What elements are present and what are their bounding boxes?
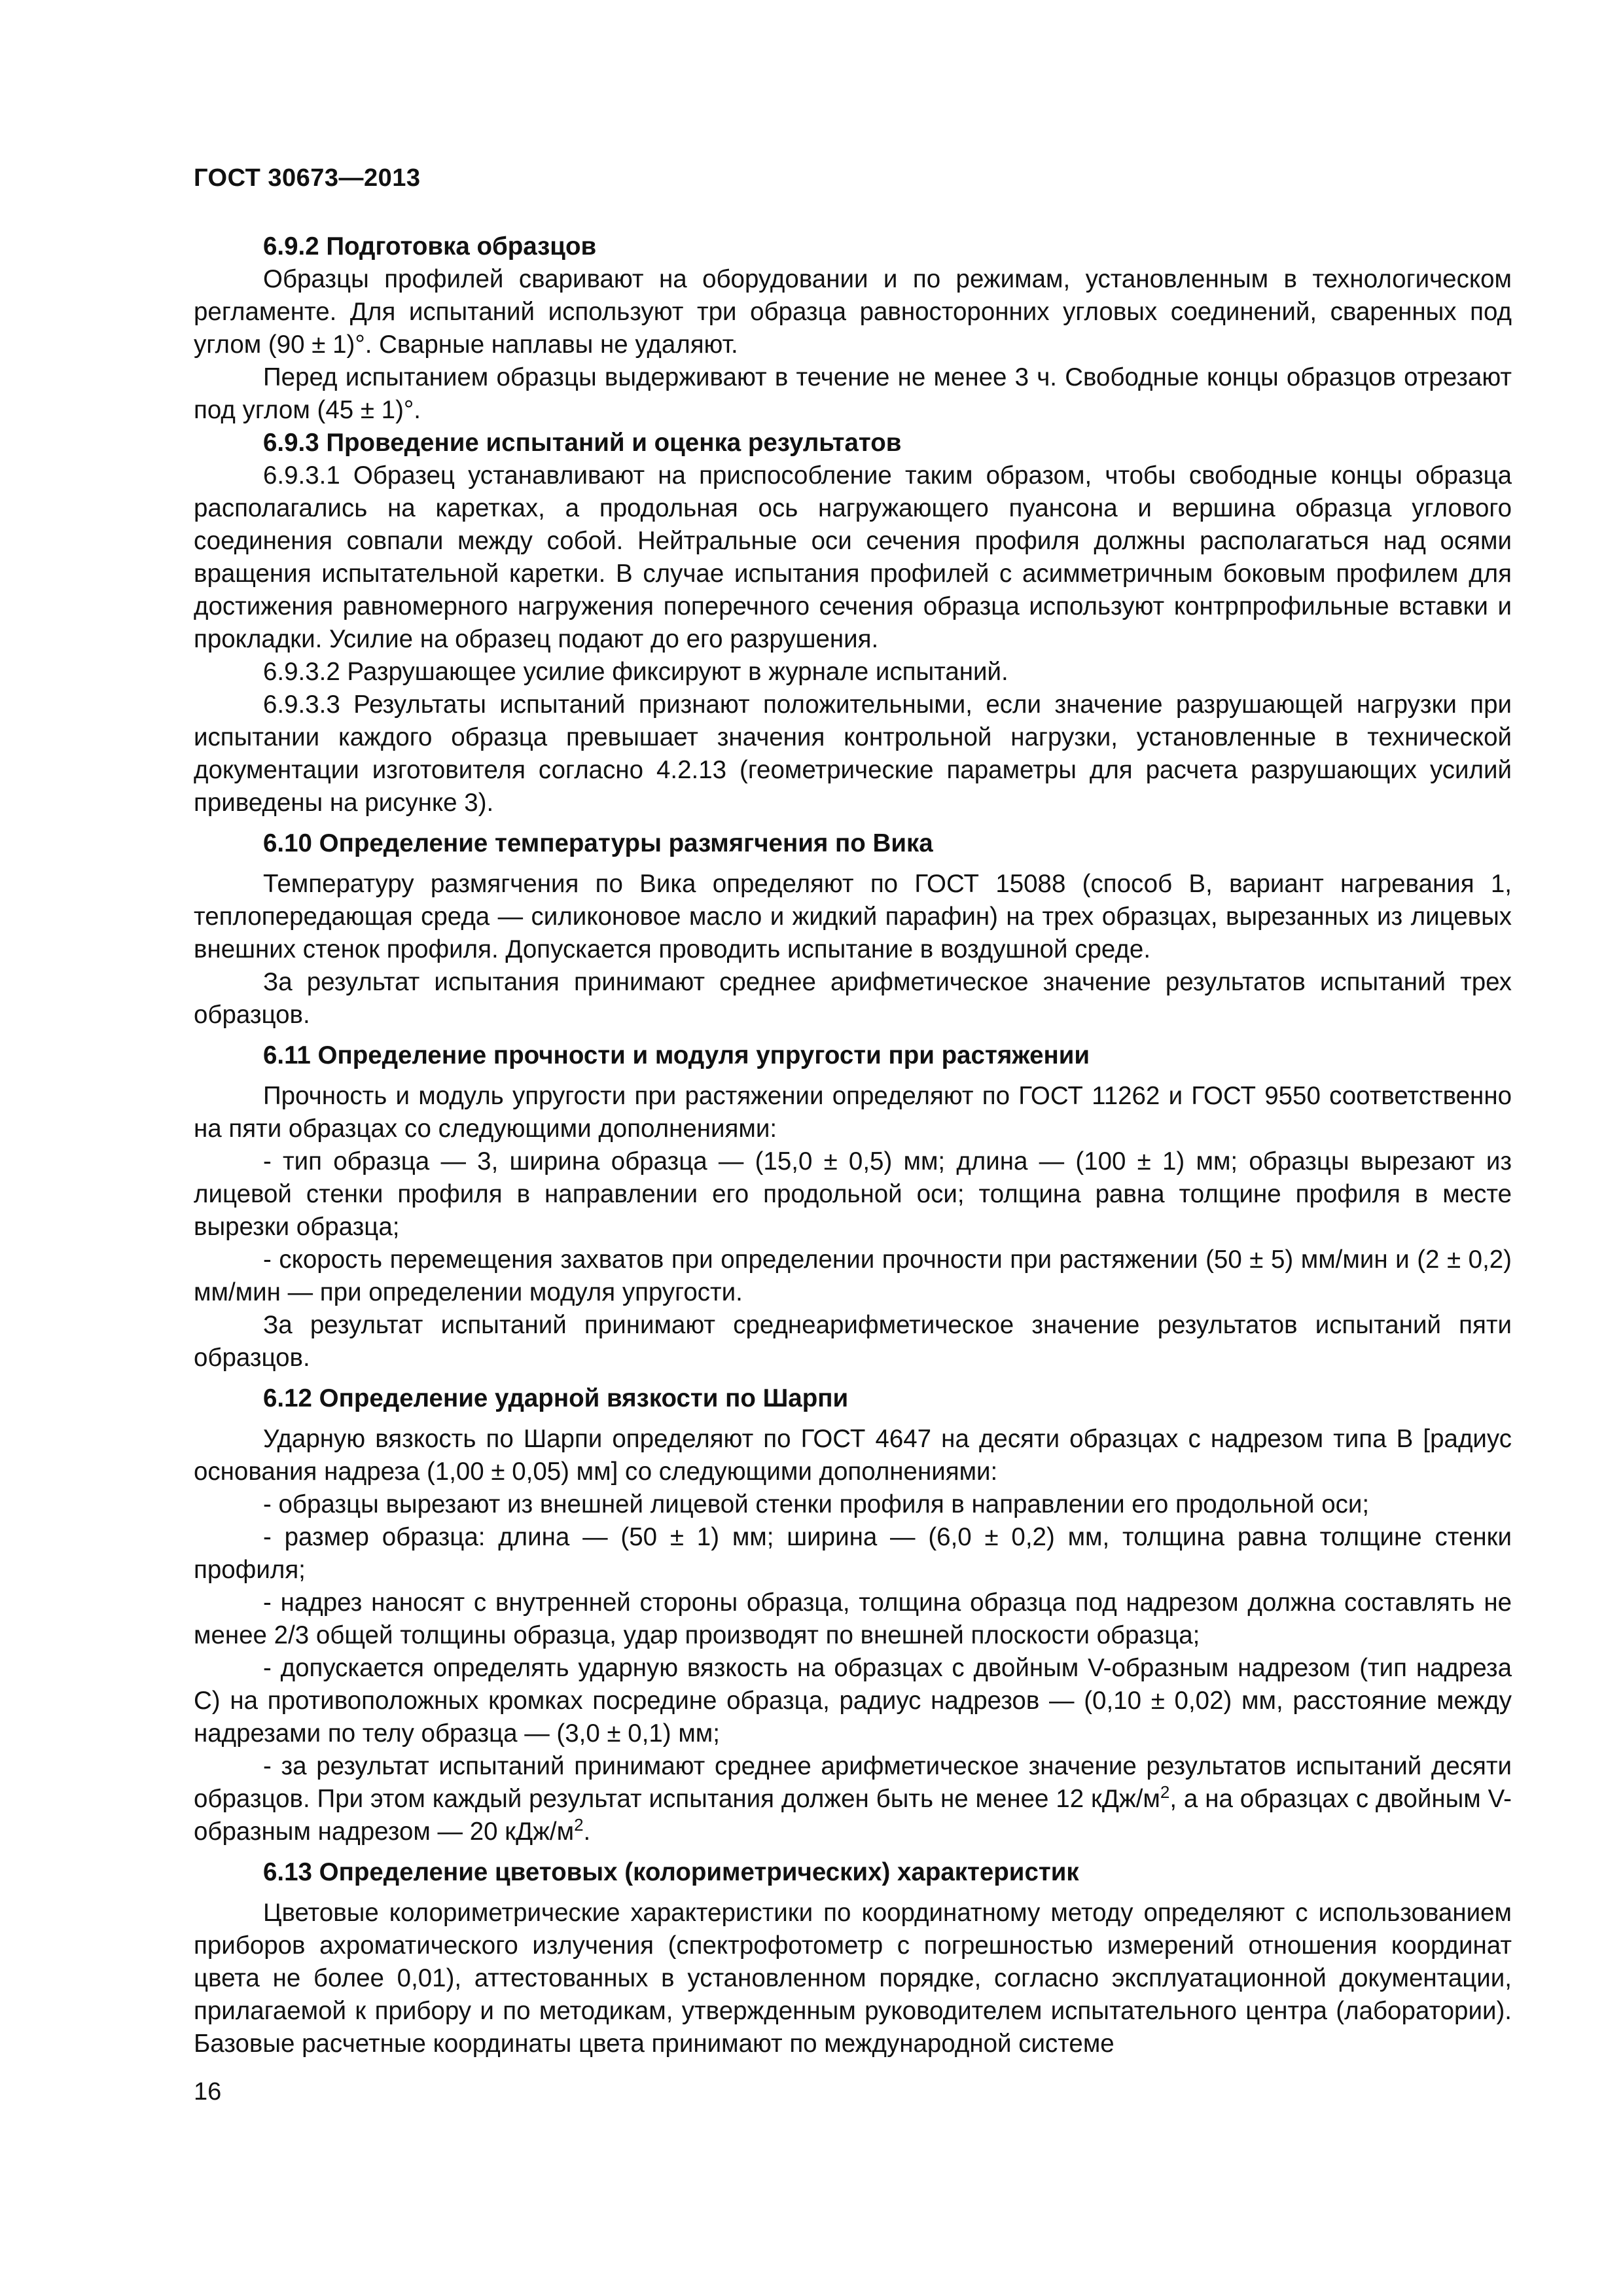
superscript: 2 — [1160, 1782, 1170, 1803]
paragraph: За результат испытаний принимают среднеарифметическое значение результатов испытаний пяти образцов. — [194, 1311, 1512, 1372]
section-heading-6-9-3: 6.9.3 Проведение испытаний и оценка результатов — [263, 429, 902, 457]
list-item: - размер образца: длина — (50 ± 1) мм; ширина — (6,0 ± 0,2) мм, толщина равна толщине стенки профиля; — [194, 1523, 1512, 1584]
section-heading-6-13: 6.13 Определение цветовых (колориметрических) характеристик — [263, 1858, 1079, 1886]
section-heading-6-10: 6.10 Определение температуры размягчения по Вика — [263, 829, 933, 857]
text-fragment: - за результат испытаний принимают среднее арифметическое значение результатов испытаний десяти образцов. При этом каждый результат испытания должен быть не менее 12 кДж/м — [194, 1752, 1512, 1813]
list-item — [194, 1750, 1512, 1848]
paragraph: Ударную вязкость по Шарпи определяют по ГОСТ 4647 на десяти образцах с надрезом типа В [радиус основания надреза (1,00 ± 0,05) мм] со следующими дополнениями: — [194, 1425, 1512, 1486]
list-item: - скорость перемещения захватов при определении прочности при растяжении (50 ± 5) мм/мин и (2 ± 0,2) мм/мин — при определении модуля упругости. — [194, 1246, 1512, 1306]
paragraph: Прочность и модуль упругости при растяжении определяют по ГОСТ 11262 и ГОСТ 9550 соответственно на пяти образцах со следующими дополнениями: — [194, 1082, 1512, 1143]
section-heading-6-12: 6.12 Определение ударной вязкости по Шарпи — [263, 1384, 849, 1412]
paragraph: Перед испытанием образцы выдерживают в течение не менее 3 ч. Свободные концы образцов отрезают под углом (45 ± 1)°. — [194, 363, 1512, 424]
paragraph: Температуру размягчения по Вика определяют по ГОСТ 15088 (способ В, вариант нагревания 1, теплопередающая среда — силиконовое масло и жидкий парафин) на трех образцах, вырезанных из лицевых внешних стенок профиля. Допускается проводить испытание в воздушной среде. — [194, 870, 1512, 963]
paragraph: 6.9.3.1 Образец устанавливают на приспособление таким образом, чтобы свободные концы образца располагались на каретках, а продольная ось нагружающего пуансона и вершина образца углового соединения совпали между собой. Нейтральные оси сечения профиля должны располагаться над осями вращения испытательной каретки. В случае испытания профилей с асимметричным боковым профилем для достижения равномерного нагружения поперечного сечения образца используют контрпрофильные вставки и прокладки. Усилие на образец подают до его разрушения. — [194, 461, 1512, 653]
list-item: - образцы вырезают из внешней лицевой стенки профиля в направлении его продольной оси; — [263, 1490, 1370, 1518]
page-number: 16 — [194, 2078, 222, 2106]
paragraph: Образцы профилей сваривают на оборудовании и по режимам, установленным в технологическом регламенте. Для испытаний используют три образца равносторонних угловых соединений, сваренных под углом (90 ± 1)°. Сварные наплавы не удаляют. — [194, 265, 1512, 359]
text-fragment: . — [583, 1818, 591, 1846]
paragraph: 6.9.3.2 Разрушающее усилие фиксируют в журнале испытаний. — [263, 658, 1008, 686]
paragraph: 6.9.3.3 Результаты испытаний признают положительными, если значение разрушающей нагрузки при испытании каждого образца превышает значения контрольной нагрузки, установленные в технической документации изготовителя согласно 4.2.13 (геометрические параметры для расчета разрушающих усилий приведены на рисунке 3). — [194, 691, 1512, 817]
paragraph: За результат испытания принимают среднее арифметическое значение результатов испытаний трех образцов. — [194, 968, 1512, 1029]
superscript: 2 — [574, 1815, 584, 1835]
list-item: - допускается определять ударную вязкость на образцах с двойным V-образным надрезом (тип надреза С) на противоположных кромках посредине образца, радиус надрезов — (0,10 ± 0,02) мм, расстояние между надрезами по телу образца — (3,0 ± 0,1) мм; — [194, 1654, 1512, 1748]
list-item: - надрез наносят с внутренней стороны образца, толщина образца под надрезом должна составлять не менее 2/3 общей толщины образца, удар производят по внешней плоскости образца; — [194, 1588, 1512, 1649]
document-header: ГОСТ 30673—2013 — [194, 164, 421, 192]
list-item: - тип образца — 3, ширина образца — (15,0 ± 0,5) мм; длина — (100 ± 1) мм; образцы вырезают из лицевой стенки профиля в направлении его продольной оси; толщина равна толщине профиля в месте вырезки образца; — [194, 1147, 1512, 1241]
section-heading-6-9-2: 6.9.2 Подготовка образцов — [263, 232, 597, 260]
document-body — [194, 230, 1512, 2060]
section-heading-6-11: 6.11 Определение прочности и модуля упругости при растяжении — [263, 1041, 1090, 1069]
text-fragment: , а на образцах с двойным V-образным надрезом — 20 кДж/м — [194, 1785, 1512, 1846]
paragraph: Цветовые колориметрические характеристики по координатному методу определяют с использованием приборов ахроматического излучения (спектрофотометр с погрешностью измерений отношения координат цвета не более 0,01), аттестованных в установленном порядке, согласно эксплуатационной документации, прилагаемой к прибору и по методикам, утвержденным руководителем испытательного центра (лаборатории). Базовые расчетные координаты цвета принимают по международной системе — [194, 1899, 1512, 2058]
